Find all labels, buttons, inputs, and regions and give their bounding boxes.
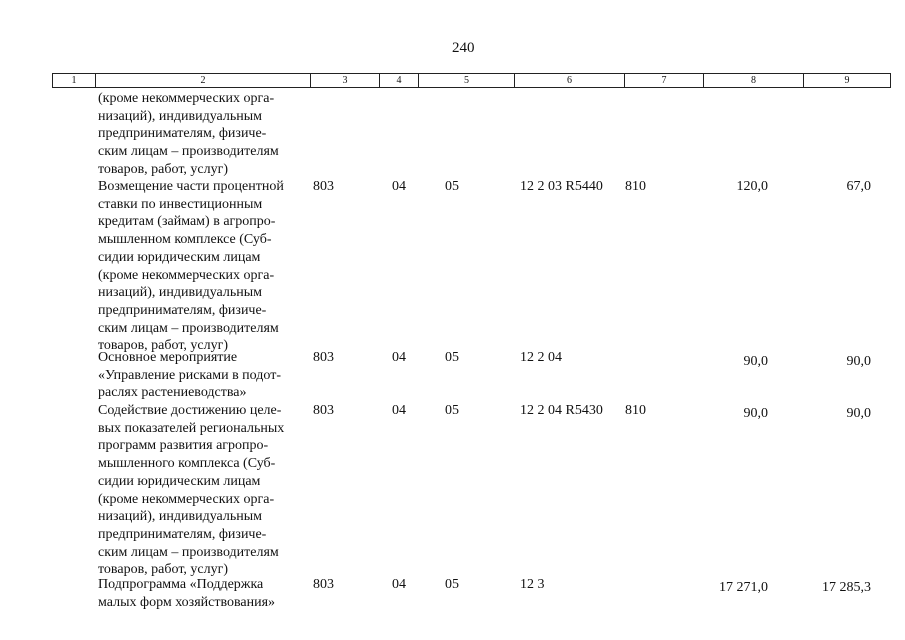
description-line: (кроме некоммерческих орга-: [98, 91, 275, 106]
description-line: программ развития агропро-: [98, 438, 269, 454]
cell-ministry-code: 803: [313, 179, 334, 194]
cell-section: 04: [392, 403, 406, 418]
row-description: [98, 90, 310, 179]
description-line: сидии юридическим лицам: [98, 249, 261, 265]
row-description: [98, 402, 310, 579]
table-header-row: [52, 73, 891, 88]
cell-expense-type: 810: [625, 403, 646, 418]
cell-ministry-code: 803: [313, 350, 334, 365]
description-line: низаций), индивидуальным: [98, 285, 262, 301]
cell-ministry-code: 803: [313, 577, 334, 592]
description-line: Подпрограмма «Поддержка: [98, 577, 264, 592]
cell-amount-1: 17 271,0: [719, 580, 768, 595]
description-line: (кроме некоммерческих орга-: [98, 267, 275, 283]
cell-amount-2: 67,0: [846, 179, 871, 194]
cell-target-article: 12 2 04 R5430: [520, 403, 603, 418]
description-line: мышленного комплекса (Суб-: [98, 456, 276, 472]
description-line: малых форм хозяйствования»: [98, 594, 276, 610]
header-col-9: 9: [804, 74, 891, 87]
description-line: (кроме некоммерческих орга-: [98, 491, 275, 507]
page-number: 240: [452, 40, 475, 56]
cell-target-article: 12 2 03 R5440: [520, 179, 603, 194]
description-line: раслях растениеводства»: [98, 385, 247, 401]
cell-amount-2: 90,0: [846, 354, 871, 369]
description-line: товаров, работ, услуг): [98, 338, 229, 354]
row-description: [98, 349, 310, 402]
description-line: ским лицам – производителям: [98, 144, 279, 160]
cell-subsection: 05: [445, 179, 459, 194]
row-description: [98, 576, 310, 611]
description-line: «Управление рисками в подот-: [98, 367, 281, 383]
description-line: низаций), индивидуальным: [98, 509, 262, 525]
cell-amount-1: 90,0: [743, 354, 768, 369]
cell-amount-1: 120,0: [736, 179, 768, 194]
header-col-3: 3: [311, 74, 380, 87]
description-line: мышленном комплексе (Суб-: [98, 232, 272, 248]
description-line: предпринимателям, физиче-: [98, 526, 267, 542]
description-line: Возмещение части процентной: [98, 179, 284, 194]
header-col-2: 2: [96, 74, 311, 87]
header-col-6: 6: [515, 74, 625, 87]
cell-section: 04: [392, 350, 406, 365]
cell-expense-type: 810: [625, 179, 646, 194]
header-col-7: 7: [625, 74, 704, 87]
cell-target-article: 12 3: [520, 577, 545, 592]
description-line: кредитам (займам) в агропро-: [98, 214, 276, 230]
description-line: товаров, работ, услуг): [98, 161, 229, 177]
cell-ministry-code: 803: [313, 403, 334, 418]
header-col-4: 4: [380, 74, 419, 87]
description-line: Содействие достижению целе-: [98, 403, 282, 418]
description-line: сидии юридическим лицам: [98, 473, 261, 489]
cell-section: 04: [392, 577, 406, 592]
description-line: предпринимателям, физиче-: [98, 126, 267, 142]
cell-amount-1: 90,0: [743, 406, 768, 421]
description-line: предпринимателям, физиче-: [98, 302, 267, 318]
cell-target-article: 12 2 04: [520, 350, 562, 365]
description-line: вых показателей региональных: [98, 420, 285, 436]
header-col-5: 5: [419, 74, 515, 87]
cell-subsection: 05: [445, 577, 459, 592]
description-line: низаций), индивидуальным: [98, 108, 262, 124]
cell-subsection: 05: [445, 350, 459, 365]
row-description: [98, 178, 310, 355]
description-line: ставки по инвестиционным: [98, 196, 263, 212]
description-line: Основное мероприятие: [98, 350, 238, 365]
cell-subsection: 05: [445, 403, 459, 418]
description-line: ским лицам – производителям: [98, 320, 279, 336]
description-line: ским лицам – производителям: [98, 544, 279, 560]
header-col-8: 8: [704, 74, 804, 87]
cell-amount-2: 17 285,3: [822, 580, 871, 595]
description-line: товаров, работ, услуг): [98, 562, 229, 578]
cell-amount-2: 90,0: [846, 406, 871, 421]
cell-section: 04: [392, 179, 406, 194]
header-col-1: 1: [53, 74, 96, 87]
